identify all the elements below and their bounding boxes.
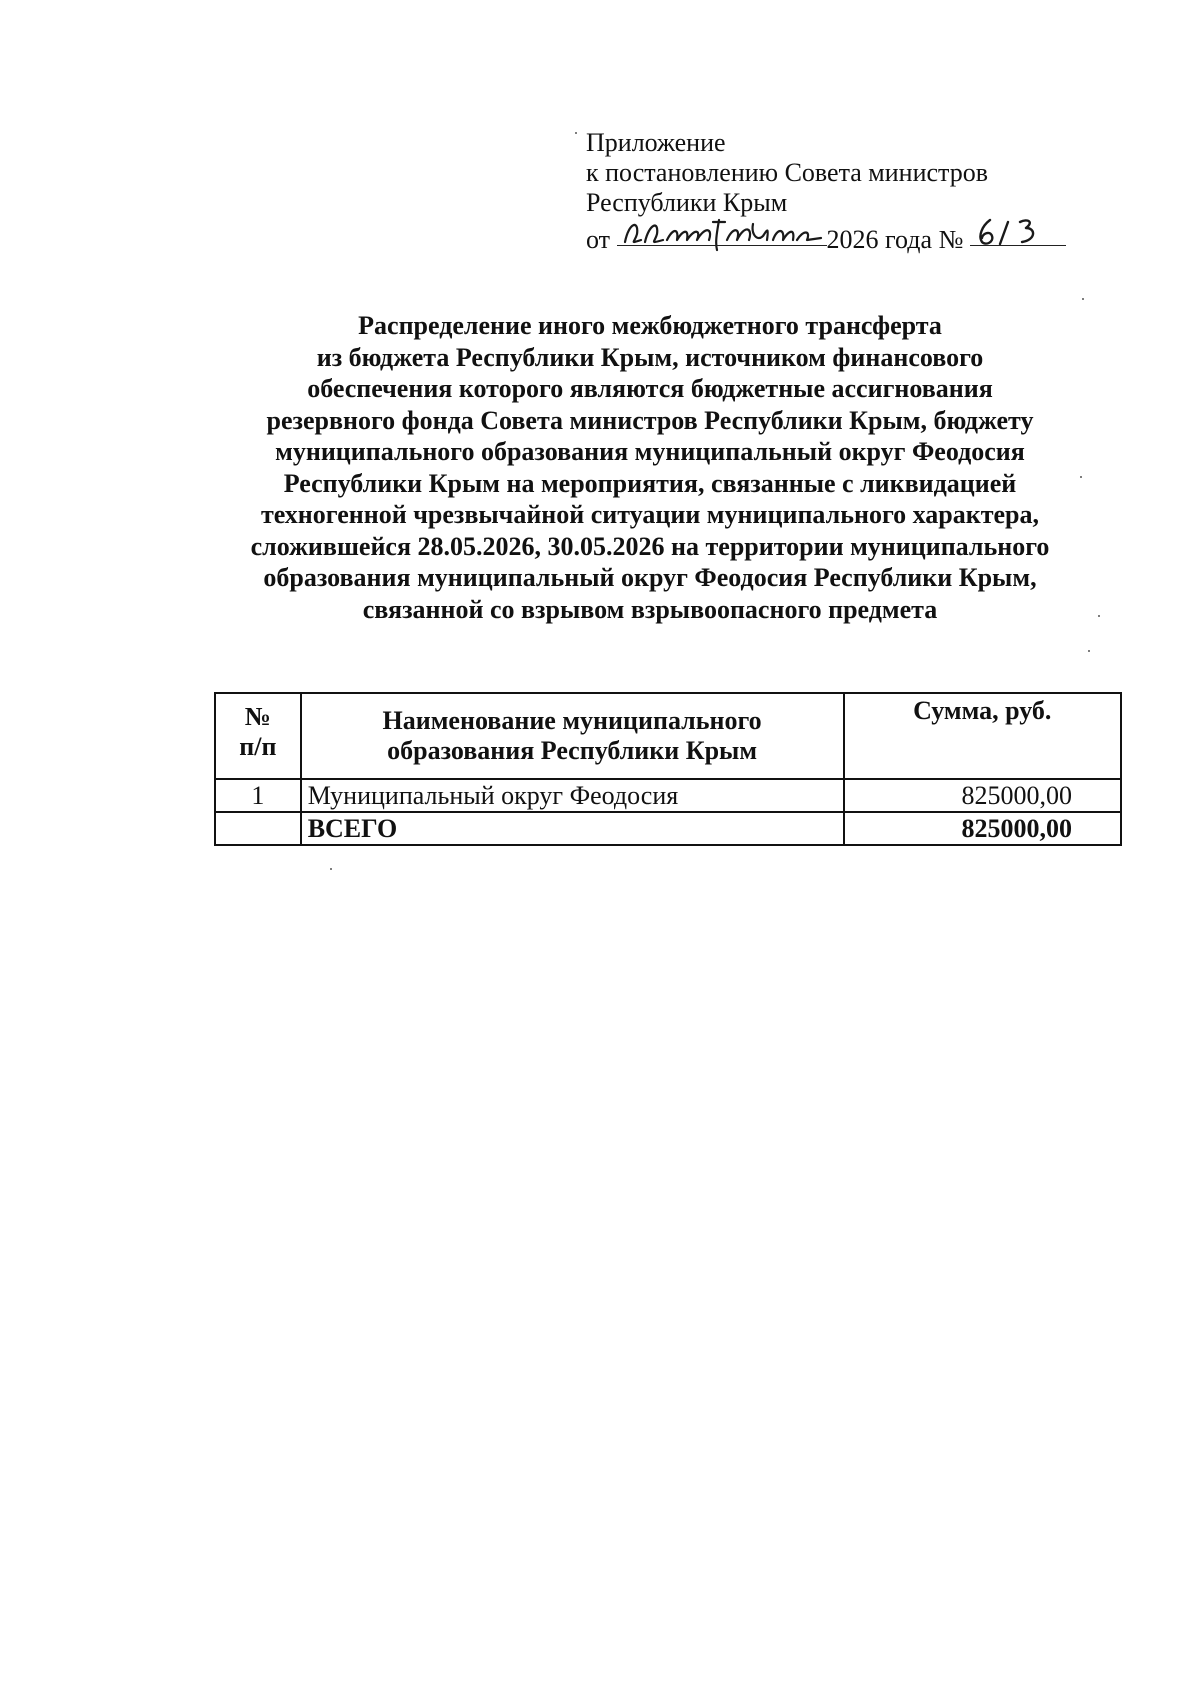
- total-sum: 825000,00: [844, 812, 1122, 845]
- header-name: [301, 693, 844, 779]
- annex-title: Приложение: [586, 128, 726, 157]
- title-line: образования муниципальный округ Феодосия Республики Крым,: [263, 563, 1037, 592]
- title-line: Распределение иного межбюджетного трансферта: [358, 311, 942, 340]
- table-total-row: [215, 812, 1121, 845]
- annex-header: [586, 128, 1106, 252]
- handwritten-number: [970, 218, 1066, 248]
- document-title: [200, 310, 1100, 625]
- annex-date-line: [586, 218, 1106, 252]
- header-number-line1: №: [244, 702, 271, 731]
- header-name-line1: Наименование муниципального: [382, 706, 762, 735]
- date-from-label: от: [586, 225, 611, 254]
- header-name-line2: образования Республики Крым: [387, 736, 758, 765]
- total-number-empty: [215, 812, 301, 845]
- handwritten-number-signature-icon: [970, 212, 1066, 252]
- date-year-text: 2026 года №: [826, 225, 964, 254]
- handwritten-date-signature-icon: [617, 212, 827, 252]
- title-line: резервного фонда Совета министров Республики Крым, бюджету: [266, 405, 1034, 435]
- scan-speck: [575, 132, 577, 134]
- title-line: сложившейся 28.05.2026, 30.05.2026 на территории муниципального: [250, 531, 1050, 561]
- table-row: [215, 779, 1121, 812]
- total-label: ВСЕГО: [301, 812, 844, 845]
- title-line: связанной со взрывом взрывоопасного предмета: [362, 594, 938, 624]
- title-line: обеспечения которого являются бюджетные ассигнования: [307, 374, 993, 403]
- scan-speck: [1098, 615, 1100, 617]
- scan-speck: [1082, 298, 1084, 300]
- header-sum: Сумма, руб.: [844, 693, 1122, 779]
- scan-speck: [330, 868, 332, 870]
- annex-reference: к постановлению Совета министров: [586, 158, 988, 187]
- allocation-table: [214, 692, 1122, 846]
- row-number: 1: [215, 779, 301, 812]
- row-sum: 825000,00: [844, 779, 1122, 812]
- scan-speck: [1088, 650, 1090, 652]
- title-line: Республики Крым на мероприятия, связанные с ликвидацией: [283, 468, 1017, 498]
- title-line: муниципального образования муниципальный округ Феодосия: [275, 437, 1025, 466]
- header-number: [215, 693, 301, 779]
- title-line: техногенной чрезвычайной ситуации муниципального характера,: [260, 500, 1039, 529]
- scan-speck: [1080, 476, 1082, 478]
- row-name: Муниципальный округ Феодосия: [301, 779, 844, 812]
- handwritten-date: [617, 218, 827, 248]
- annex-republic: Республики Крым: [586, 188, 788, 217]
- header-number-line2: п/п: [239, 732, 277, 761]
- title-line: из бюджета Республики Крым, источником финансового: [316, 342, 984, 372]
- table-header-row: [215, 693, 1121, 779]
